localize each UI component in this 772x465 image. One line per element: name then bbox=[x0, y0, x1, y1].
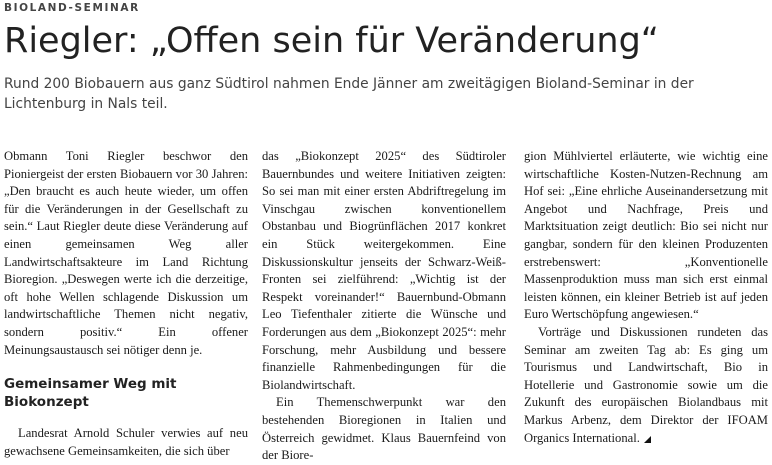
body-paragraph-last bbox=[524, 324, 768, 447]
article-column-2 bbox=[262, 148, 506, 465]
body-paragraph: Ein Themenschwerpunkt war den bestehenden Bioregionen in Italien und Österreich gewidmet. Klaus Bauernfeind von der Biore- bbox=[262, 395, 506, 463]
body-paragraph: das „Biokonzept 2025“ des Südtiroler Bauernbundes und weitere Initiativen zeigten: So sei man mit einer ersten Abdriftregelung im Vinschgau zwischen konventionellem Obstanbau und Biogrünflächen 2017 konkret ein Stück weitergekommen. Eine Diskussionskultur jenseits der Schwarz-Weiß-Fronten sei zielführend: „Wichtig ist der Respekt voreinander!“ Bauernbund-Obmann Leo Tiefenthaler zitierte die Wünsche und Forderungen aus dem „Biokonzept 2025“: mehr Forschung, mehr Ausbildung und bessere finanzielle Rahmenbedingungen für die Biolandwirtschaft. bbox=[262, 149, 506, 392]
article-end-icon bbox=[644, 436, 651, 443]
body-paragraph-text: Vorträge und Diskussionen rundeten das Seminar am zweiten Tag ab: Es ging um Tourismus und Landwirtschaft, Bio in Hotellerie und Gastronomie sowie um die Zukunft des europäischen Biolandbaus mit Markus Arbenz, dem Direktor der IFOAM Organics International. bbox=[524, 324, 768, 445]
article-column-1 bbox=[4, 148, 248, 461]
lead-paragraph: Rund 200 Biobauern aus ganz Südtirol nahmen Ende Jänner am zweitägigen Bioland-Seminar in der Lichtenburg in Nals teil. bbox=[4, 76, 694, 112]
body-paragraph: Landesrat Arnold Schuler verwies auf neu gewachsene Gemeinsamkeiten, die sich über bbox=[4, 426, 248, 458]
section-subheading: Gemeinsamer Weg mit Biokonzept bbox=[4, 376, 177, 410]
body-paragraph: gion Mühlviertel erläuterte, wie wichtig eine wirtschaftliche Kosten-Nutzen-Rechnung am Hof sei: „Eine ehrliche Auseinandersetzung mit Angebot und Nachfrage, Preis und Marktsituation zeigt deutlich: Bio sei nicht nur gangbar, sondern für den kleinen Produzenten erstrebenswert: „Konventionelle Massenproduktion muss man sich erst einmal leisten können, ein kleiner Betrieb ist auf jeden Euro Wertschöpfung angewiesen.“ bbox=[524, 149, 768, 322]
headline: Riegler: „Offen sein für Veränderung“ bbox=[4, 21, 659, 61]
article-column-3 bbox=[524, 148, 768, 447]
body-paragraph: Obmann Toni Riegler beschwor den Pioniergeist der ersten Biobauern vor 30 Jahren: „Den braucht es auch heute wieder, um offen für die Veränderungen in der Gesellschaft zu sein.“ Laut Riegler deute diese Veränderung auf einen gemeinsamen Weg aller Landwirtschaftsakteure im Land Richtung Bioregion. „Deswegen werte ich die derzeitige, oft hohe Wellen schlagende Diskussion um landwirtschaftliche Themen nicht negativ, sondern positiv.“ Ein offener Meinungsaustausch sei nötiger denn je. bbox=[4, 149, 248, 357]
kicker: BIOLAND-SEMINAR bbox=[4, 2, 140, 14]
